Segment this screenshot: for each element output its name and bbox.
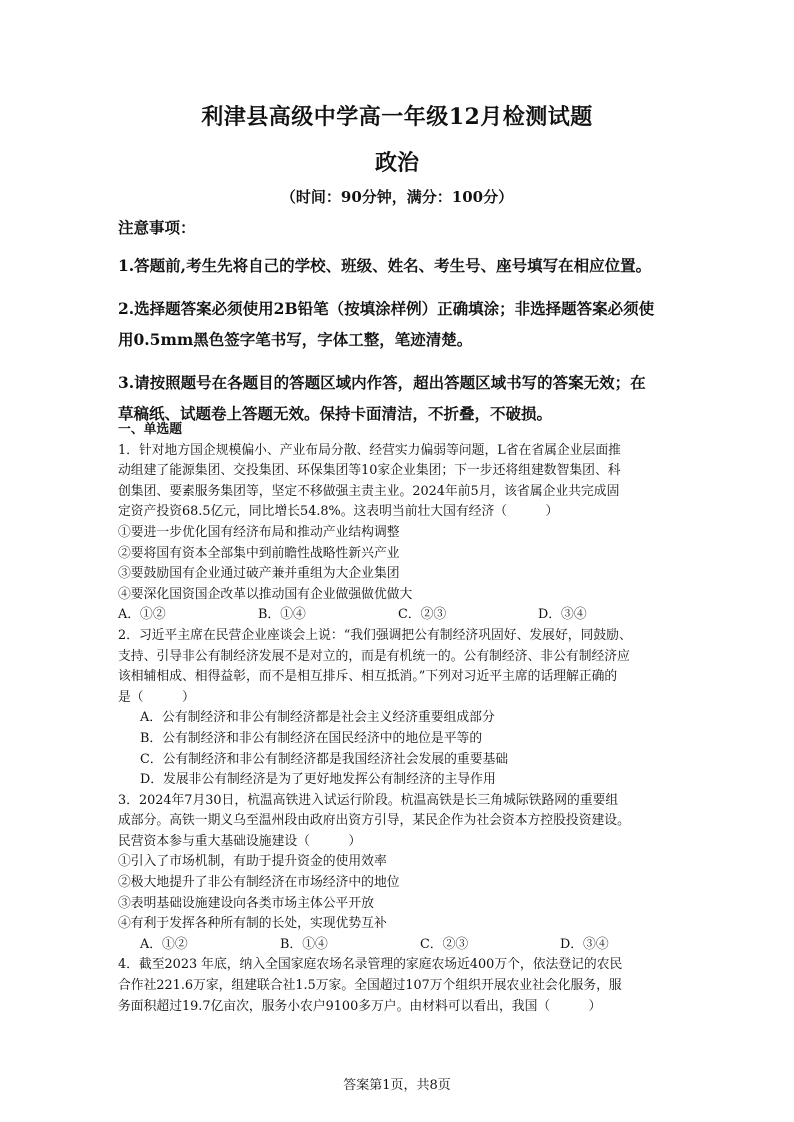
q2-option-c: C．公有制经济和非公有制经济都是我国经济社会发展的重要基础	[140, 751, 509, 767]
q1-option-b: B．①④	[258, 607, 306, 623]
subject-title: 政治	[374, 150, 419, 176]
note-2-line-1: 2.选择题答案必须使用2B铅笔（按填涂样例）正确填涂；非选择题答案必须使	[118, 299, 655, 318]
question-2	[118, 626, 678, 791]
q3-option-d: D．③④	[560, 936, 609, 952]
page-footer: 答案第1页，共8页	[343, 1078, 451, 1093]
q3-stem-line: 民营资本参与重大基础设施建设（ ）	[118, 833, 362, 849]
q2-stem-line: 2．习近平主席在民营企业座谈会上说：“我们强调把公有制经济巩固好、发展好，同鼓励、	[118, 627, 632, 643]
q1-stem-line: 创集团、要素服务集团等，坚定不移做强主责主业。2024年前5月，该省属企业共完成固	[118, 483, 620, 499]
q1-stem-line: 定资产投资68.5亿元，同比增长54.8%。这表明当前壮大国有经济（ ）	[118, 504, 559, 520]
q4-stem-line: 务面积超过19.7亿亩次，服务小农户9100多万户。由材料可以看出，我国（ ）	[118, 998, 602, 1014]
q1-stem-line: 1．针对地方国企规模偏小、产业布局分散、经营实力偏弱等问题，L省在省属企业层面推	[118, 442, 621, 458]
note-3-line-1: 3.请按照题号在各题目的答题区域内作答，超出答题区域书写的答案无效；在	[118, 373, 646, 392]
note-1: 1.答题前,考生先将自己的学校、班级、姓名、考生号、座号填写在相应位置。	[118, 256, 652, 275]
q3-statement: ③表明基础设施建设向各类市场主体公平开放	[118, 895, 374, 911]
q1-statement: ③要鼓励国有企业通过破产兼并重组为大企业集团	[118, 566, 400, 582]
q1-stem-line: 动组建了能源集团、交投集团、环保集团等10家企业集团；下一步还将组建数智集团、科	[118, 463, 621, 479]
time-info: （时间：90分钟，满分：100分）	[280, 188, 514, 206]
q4-stem-line: 合作社221.6万家，组建联合社1.5万家。全国超过107万个组织开展农业社会化服务，服	[118, 978, 622, 994]
q3-statement: ②极大地提升了非公有制经济在市场经济中的地位	[118, 875, 400, 891]
q3-stem-line: 成部分。高铁一期义乌至温州段由政府出资方引导，某民企作为社会资本方控股投资建设。	[118, 813, 630, 829]
q2-stem-line: 该相辅相成、相得益彰，而不是相互排斥、相互抵消。”下列对习近平主席的话理解正确的	[118, 669, 618, 685]
notes-heading: 注意事项：	[118, 218, 196, 237]
note-3-line-2: 草稿纸、试题卷上答题无效。保持卡面清洁，不折叠，不破损。	[118, 404, 553, 423]
note-2-line-2: 用0.5mm黑色签字笔书写，字体工整，笔迹清楚。	[118, 330, 473, 349]
q4-stem-line: 4．截至2023 年底，纳入全国家庭农场名录管理的家庭农场近400万个，依法登记的农民	[118, 957, 623, 973]
questions-body	[118, 420, 678, 1017]
q3-stem-line: 3．2024年7月30日，杭温高铁进入试运行阶段。杭温高铁是长三角城际铁路网的重要组	[118, 792, 619, 808]
q2-option-b: B．公有制经济和非公有制经济在国民经济中的地位是平等的	[140, 730, 483, 746]
q1-option-d: D．③④	[538, 607, 587, 623]
q1-statement: ①要进一步优化国有经济布局和推动产业结构调整	[118, 524, 400, 540]
section-title: 一、单选题	[118, 422, 182, 437]
question-3	[118, 791, 678, 956]
q1-option-a: A．①②	[118, 607, 166, 623]
question-4	[118, 955, 678, 1017]
q3-option-c: C．②③	[420, 936, 469, 952]
q3-options	[118, 935, 700, 956]
q2-option-d: D．发展非公有制经济是为了更好地发挥公有制经济的主导作用	[140, 772, 496, 788]
q3-statement: ①引入了市场机制，有助于提升资金的使用效率	[118, 854, 387, 870]
q1-options	[118, 605, 678, 626]
q2-stem-line: 是（ ）	[118, 689, 195, 705]
q1-option-c: C．②③	[398, 607, 447, 623]
notes-block	[118, 216, 678, 441]
q1-statement: ②要将国有资本全部集中到前瞻性战略性新兴产业	[118, 545, 400, 561]
q3-option-b: B．①④	[280, 936, 328, 952]
q2-stem-line: 支持、引导非公有制经济发展不是对立的，而是有机统一的。公有制经济、非公有制经济应	[118, 648, 630, 664]
q3-option-a: A．①②	[140, 936, 188, 952]
q3-statement: ④有利于发挥各种所有制的长处，实现优势互补	[118, 916, 387, 932]
q2-option-a: A．公有制经济和非公有制经济都是社会主义经济重要组成部分	[140, 710, 495, 726]
question-1	[118, 441, 678, 626]
q1-statement: ④要深化国资国企改革以推动国有企业做强做优做大	[118, 586, 413, 602]
exam-title: 利津县高级中学高一年级12月检测试题	[201, 104, 593, 130]
